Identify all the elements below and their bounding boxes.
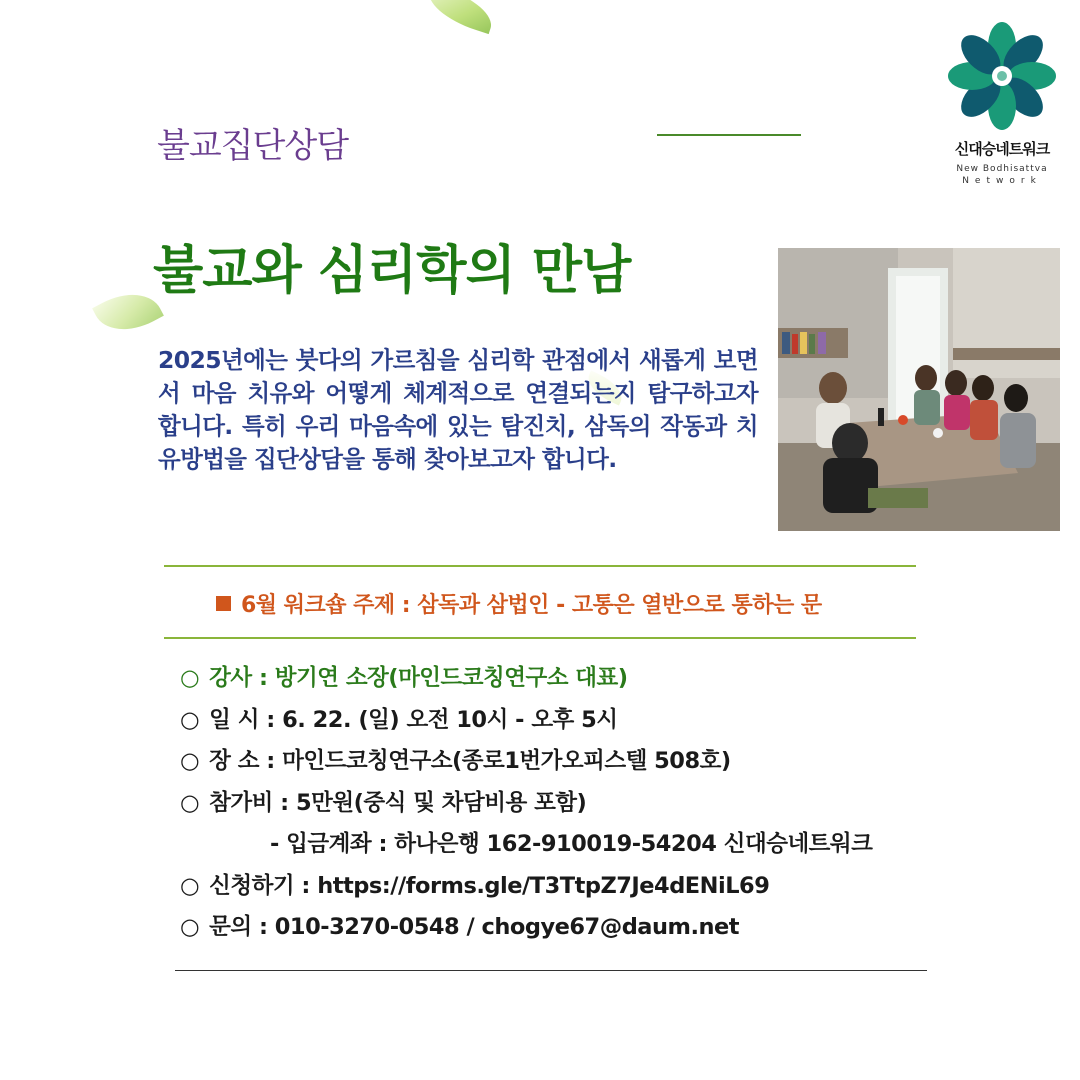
- page-title: 불교와 심리학의 만남: [153, 241, 631, 301]
- detail-text: 일 시 : 6. 22. (일) 오전 10시 - 오후 5시: [209, 707, 618, 733]
- logo-name: 신대승네트워크: [954, 140, 1050, 158]
- circle-bullet-icon: ○: [180, 748, 200, 774]
- circle-bullet-icon: ○: [180, 914, 200, 940]
- detail-datetime: [180, 702, 618, 734]
- detail-text: - 입금계좌 : 하나은행 162-910019-54204 신대승네트워크: [270, 831, 873, 857]
- detail-place: [180, 743, 731, 775]
- leaf-decoration: [422, 0, 498, 34]
- workshop-topic: [216, 588, 822, 619]
- detail-account: [270, 826, 872, 858]
- intro-paragraph: 2025년에는 붓다의 가르침을 심리학 관점에서 새롭게 보면서 마음 치유와 어떻게 체계적으로 연결되는지 탐구하고자 합니다. 특히 우리 마음속에 있는 탐진치, 삼독의 작동과 치유방법을 집단상담을 통해 찾아보고자 합니다.: [158, 346, 758, 473]
- flower-logo-svg: [944, 18, 1060, 134]
- logo-subtitle: New Bodhisattva: [956, 164, 1048, 174]
- detail-apply: [180, 868, 769, 900]
- category-label: 불교집단상담: [157, 126, 349, 166]
- detail-fee: [180, 785, 586, 817]
- contact-text[interactable]: 문의 : 010-3270-0548 / chogye67@daum.net: [209, 914, 740, 940]
- detail-contact: [180, 909, 739, 941]
- section-divider: [164, 637, 916, 639]
- apply-link[interactable]: 신청하기 : https://forms.gle/T3TtpZ7Je4dENiL69: [209, 873, 770, 899]
- detail-text: 장 소 : 마인드코칭연구소(종로1번가오피스텔 508호): [209, 748, 731, 774]
- logo-subtitle: Network: [962, 176, 1042, 186]
- circle-bullet-icon: ○: [180, 873, 200, 899]
- group-counseling-photo: [778, 248, 1060, 531]
- square-bullet-icon: [216, 596, 231, 611]
- detail-lecturer: [180, 660, 628, 692]
- section-divider: [164, 565, 916, 567]
- workshop-topic-text: 6월 워크숍 주제 : 삼독과 삼법인 - 고통은 열반으로 통하는 문: [241, 593, 822, 618]
- circle-bullet-icon: ○: [180, 665, 200, 691]
- circle-bullet-icon: ○: [180, 707, 200, 733]
- header-divider: [657, 134, 801, 136]
- detail-text: 강사 : 방기연 소장(마인드코칭연구소 대표): [209, 665, 628, 691]
- circle-bullet-icon: ○: [180, 790, 200, 816]
- bottom-divider: [175, 970, 927, 971]
- detail-text: 참가비 : 5만원(중식 및 차담비용 포함): [209, 790, 587, 816]
